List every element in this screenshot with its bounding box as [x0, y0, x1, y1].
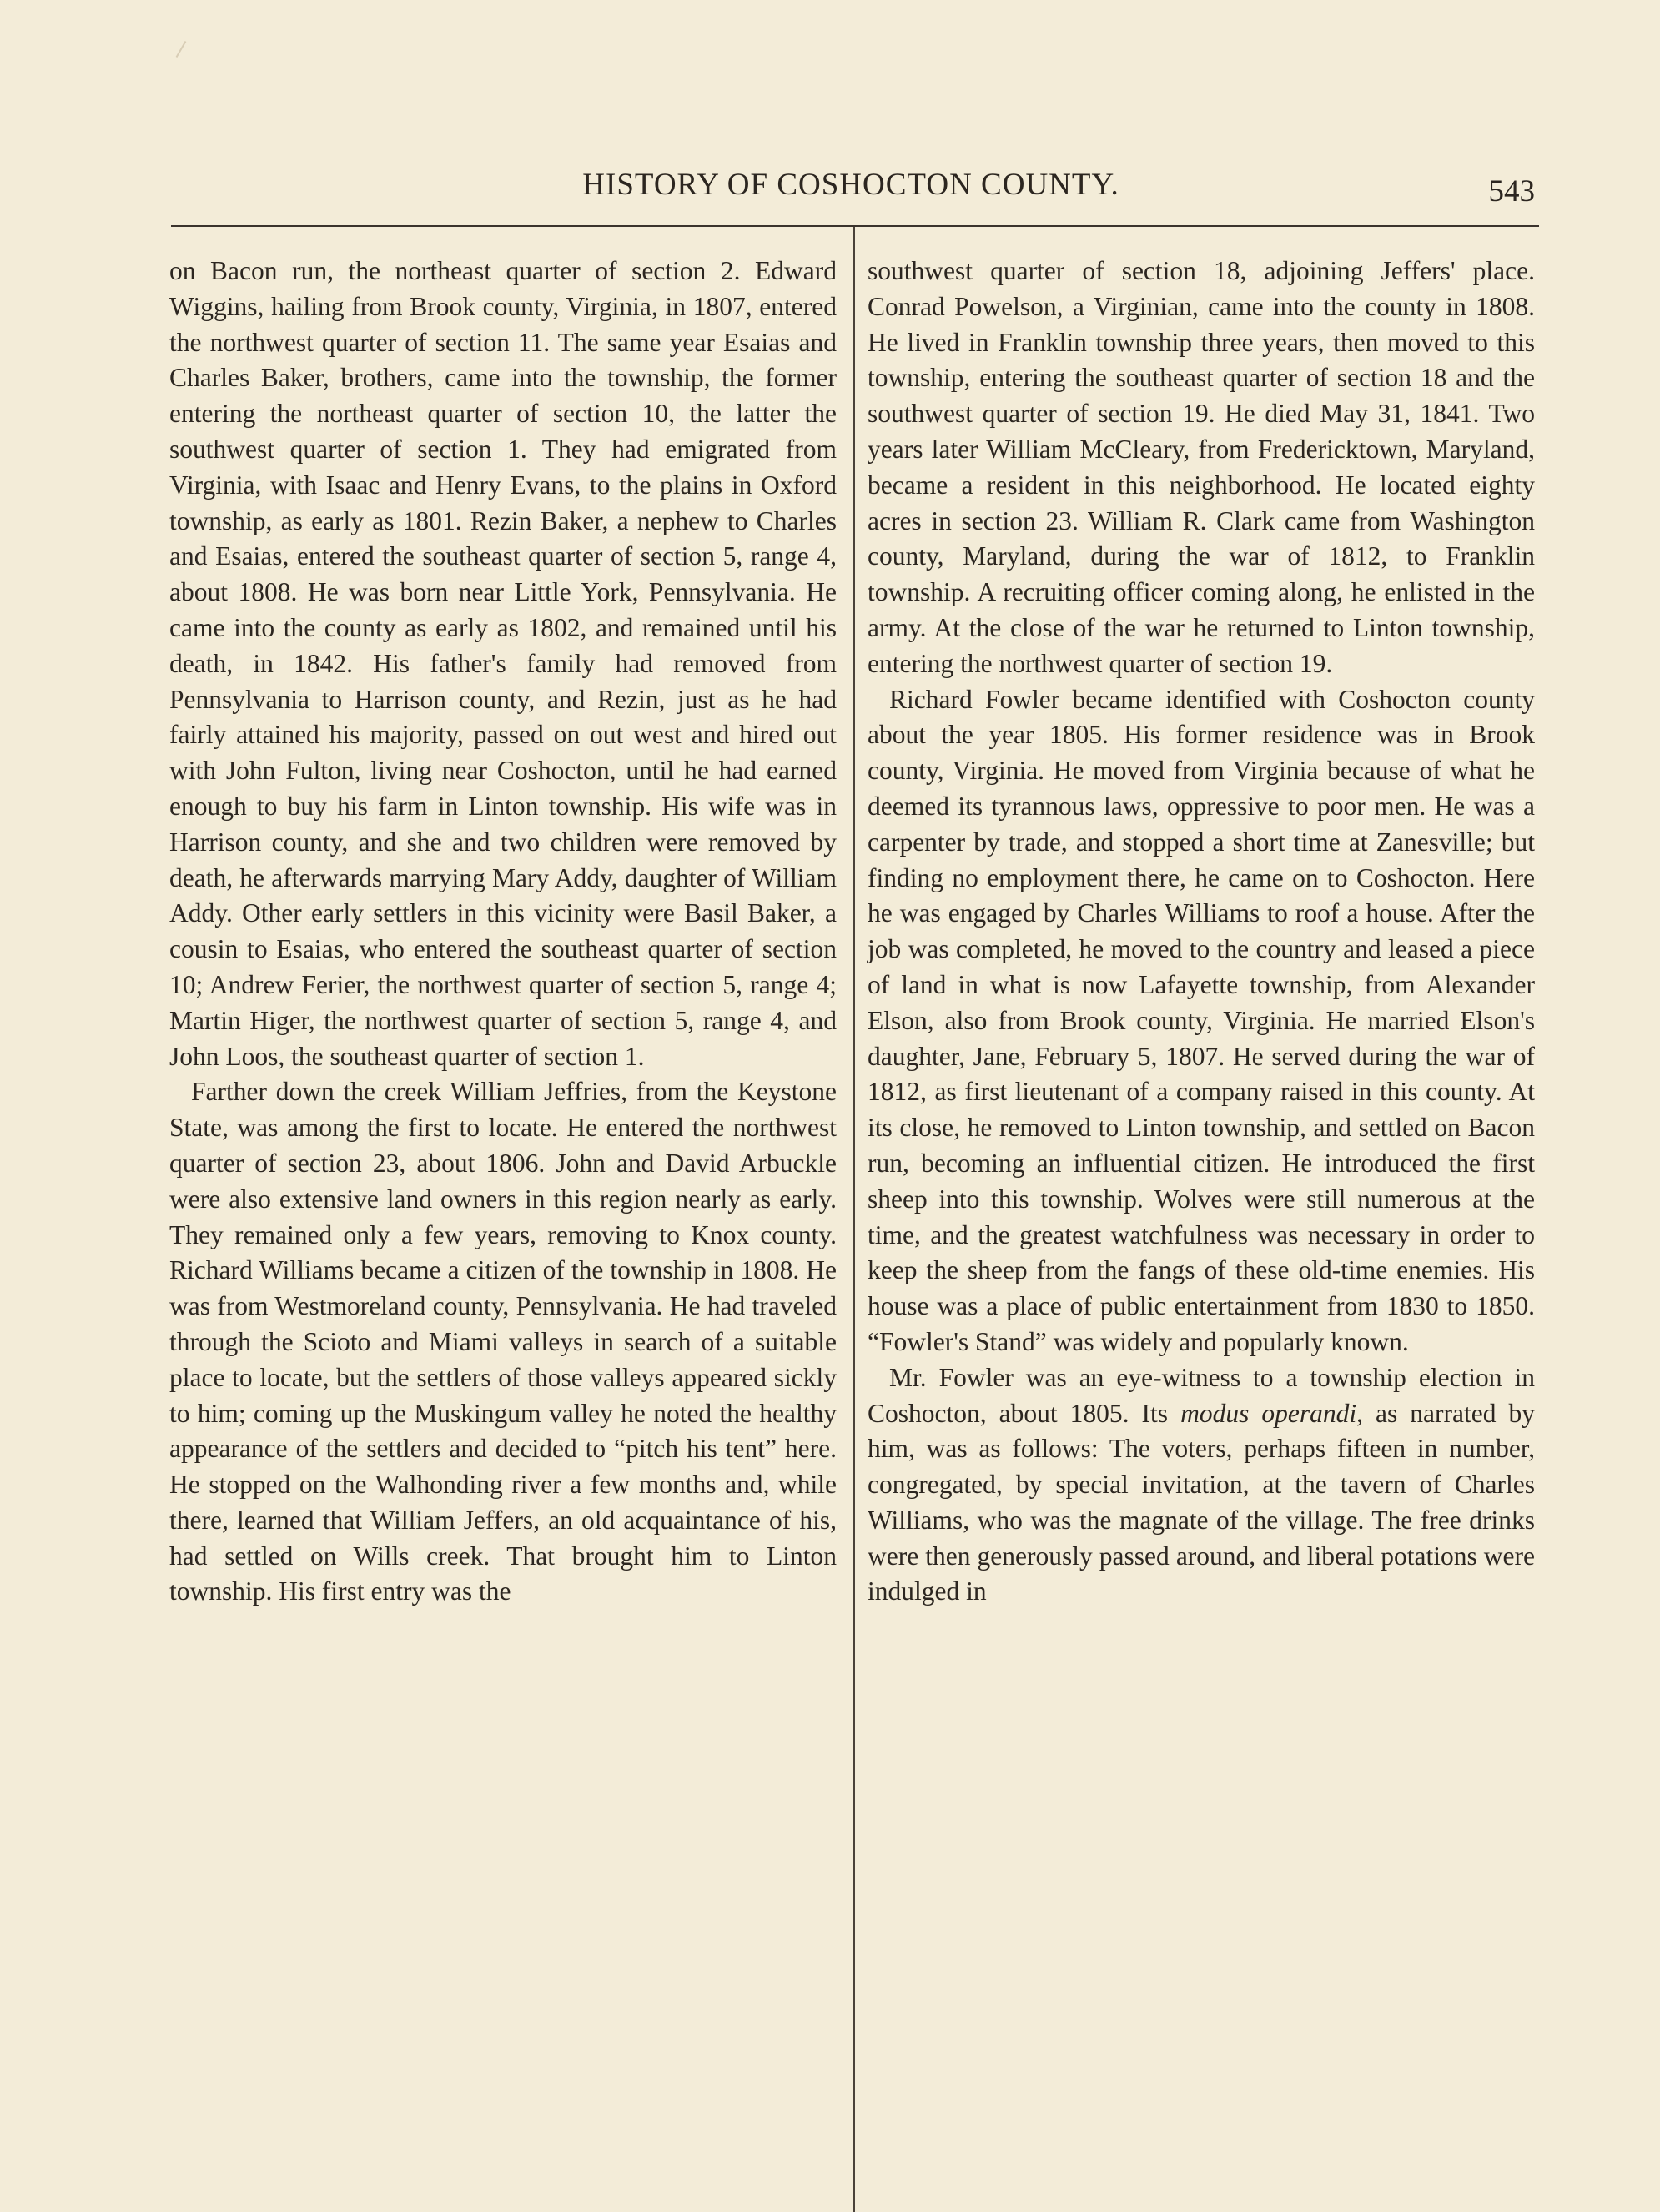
right-column — [868, 254, 1535, 1610]
paragraph-text: Mr. Fowler was an eye-witness to a township election in Coshocton, about 1805. Its — [868, 1362, 1535, 1428]
left-column — [169, 254, 837, 1610]
header-rule — [171, 225, 1539, 227]
running-title: HISTORY OF COSHOCTON COUNTY. — [582, 168, 1119, 202]
running-head — [167, 167, 1535, 217]
paragraph: on Bacon run, the northeast quarter of section 2. Edward Wiggins, hailing from Brook county, Virginia, in 1807, entered the northwest quarter of section 11. The same year Esaias and Charles Baker, brothers, came into the township, the former entering the northeast quarter of section 10, the latter the southwest quarter of section 1. They had emigrated from Virginia, with Isaac and Henry Evans, to the plains in Oxford township, as early as 1801. Rezin Baker, a nephew to Charles and Esaias, entered the southeast quarter of section 5, range 4, about 1808. He was born near Little York, Pennsylvania. He came into the county as early as 1802, and remained until his death, in 1842. His father's family had removed from Pennsylvania to Harrison county, and Rezin, just as he had fairly attained his majority, passed on out west and hired out with John Fulton, living near Coshocton, until he had earned enough to buy his farm in Linton township. His wife was in Harrison county, and she and two children were removed by death, he afterwards marrying Mary Addy, daughter of William Addy. Other early settlers in this vicinity were Basil Baker, a cousin to Esaias, who entered the southeast quarter of section 10; Andrew Ferier, the northwest quarter of section 5, range 4; Martin Higer, the northwest quarter of section 5, range 4, and John Loos, the southeast quarter of section 1. — [169, 256, 837, 1071]
stray-mark — [176, 41, 187, 58]
paragraph: Richard Fowler became identified with Coshocton county about the year 1805. His former residence was in Brook county, Virginia. He moved from Virginia because of what he deemed its tyrannous laws, oppressive to poor men. He was a carpenter by trade, and stopped a short time at Zanesville; but finding no employment there, he came on to Coshocton. Here he was engaged by Charles Williams to roof a house. After the job was completed, he moved to the country and leased a piece of land in what is now Lafayette township, from Alexander Elson, also from Brook county, Virginia. He married Elson's daughter, Jane, February 5, 1807. He served during the war of 1812, as first lieutenant of a company raised in this county. At its close, he removed to Linton township, and settled on Bacon run, becoming an influential citizen. He introduced the first sheep into this township. Wolves were still numerous at the time, and the greatest watchfulness was necessary in order to keep the sheep from the fangs of these old-time enemies. His house was a place of public entertainment from 1830 to 1850. “Fowler's Stand” was widely and popularly known. — [868, 684, 1535, 1356]
paragraph: Farther down the creek William Jeffries, from the Keystone State, was among the first to locate. He entered the northwest quarter of section 23, about 1806. John and David Arbuckle were also extensive land owners in this region nearly as early. They remained only a few years, removing to Knox county. Richard Williams became a citizen of the township in 1808. He was from Westmoreland county, Pennsylvania. He had traveled through the Scioto and Miami valleys in search of a suitable place to locate, but the settlers of those valleys appeared sickly to him; coming up the Muskingum valley he noted the healthy appearance of the settlers and decided to “pitch his tent” here. He stopped on the Walhonding river a few months and, while there, learned that William Jeffers, an old acquaintance of his, had settled on Wills creek. That brought him to Linton township. His first entry was the — [169, 1077, 837, 1606]
italic-phrase: modus operandi — [1180, 1398, 1357, 1428]
paragraph-text: , as narrated by him, was as follows: The voters, perhaps fifteen in number, congregated, by special invitation, at the tavern of Charles Williams, who was the magnate of the village. The free drinks were then generously passed around, and liberal potations were indulged in — [868, 1398, 1535, 1606]
paragraph: southwest quarter of section 18, adjoining Jeffers' place. Conrad Powelson, a Virginian, came into the county in 1808. He lived in Franklin township three years, then moved to this township, entering the southeast quarter of section 18 and the southwest quarter of section 19. He died May 31, 1841. Two years later William McCleary, from Fredericktown, Maryland, became a resident in this neighborhood. He located eighty acres in section 23. William R. Clark came from Washington county, Maryland, during the war of 1812, to Franklin township. A recruiting officer coming along, he enlisted in the army. At the close of the war he returned to Linton township, entering the northwest quarter of section 19. — [868, 256, 1535, 678]
column-divider — [853, 227, 855, 2212]
page-number: 543 — [1488, 174, 1535, 209]
paragraph — [868, 1360, 1535, 1611]
